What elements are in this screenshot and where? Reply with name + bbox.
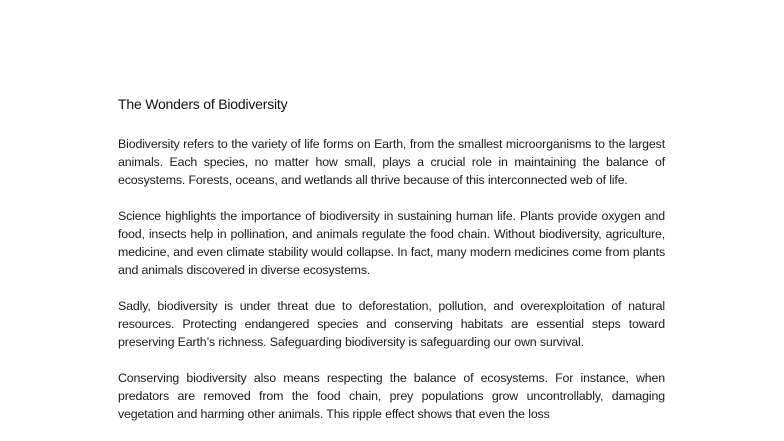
paragraph-conservation: Conserving biodiversity also means respecting the balance of ecosystems. For instance, when predators are removed from the food chain, prey populations grow uncontrollably, damaging vegetation and harming other animals. This ripple effect shows that even the loss	[118, 371, 665, 421]
paragraph-definition: Biodiversity refers to the variety of life forms on Earth, from the smallest microorganisms to the largest animals. Each species, no matter how small, plays a crucial role in maintaining the balance of ecosystems. Forests, oceans, and wetlands all thrive because of this interconnected web of life.	[118, 137, 665, 187]
document-title: The Wonders of Biodiversity	[118, 96, 288, 112]
document-body	[118, 94, 665, 441]
paragraph-threats: Sadly, biodiversity is under threat due to deforestation, pollution, and overexploitation of natural resources. Protecting endangered species and conserving habitats are essential steps toward preserving Earth’s richness. Safeguarding biodiversity is safeguarding our own survival.	[118, 299, 665, 349]
paragraph-importance: Science highlights the importance of biodiversity in sustaining human life. Plants provide oxygen and food, insects help in pollination, and animals regulate the food chain. Without biodiversity, agriculture, medicine, and even climate stability would collapse. In fact, many modern medicines come from plants and animals discovered in diverse ecosystems.	[118, 209, 665, 277]
